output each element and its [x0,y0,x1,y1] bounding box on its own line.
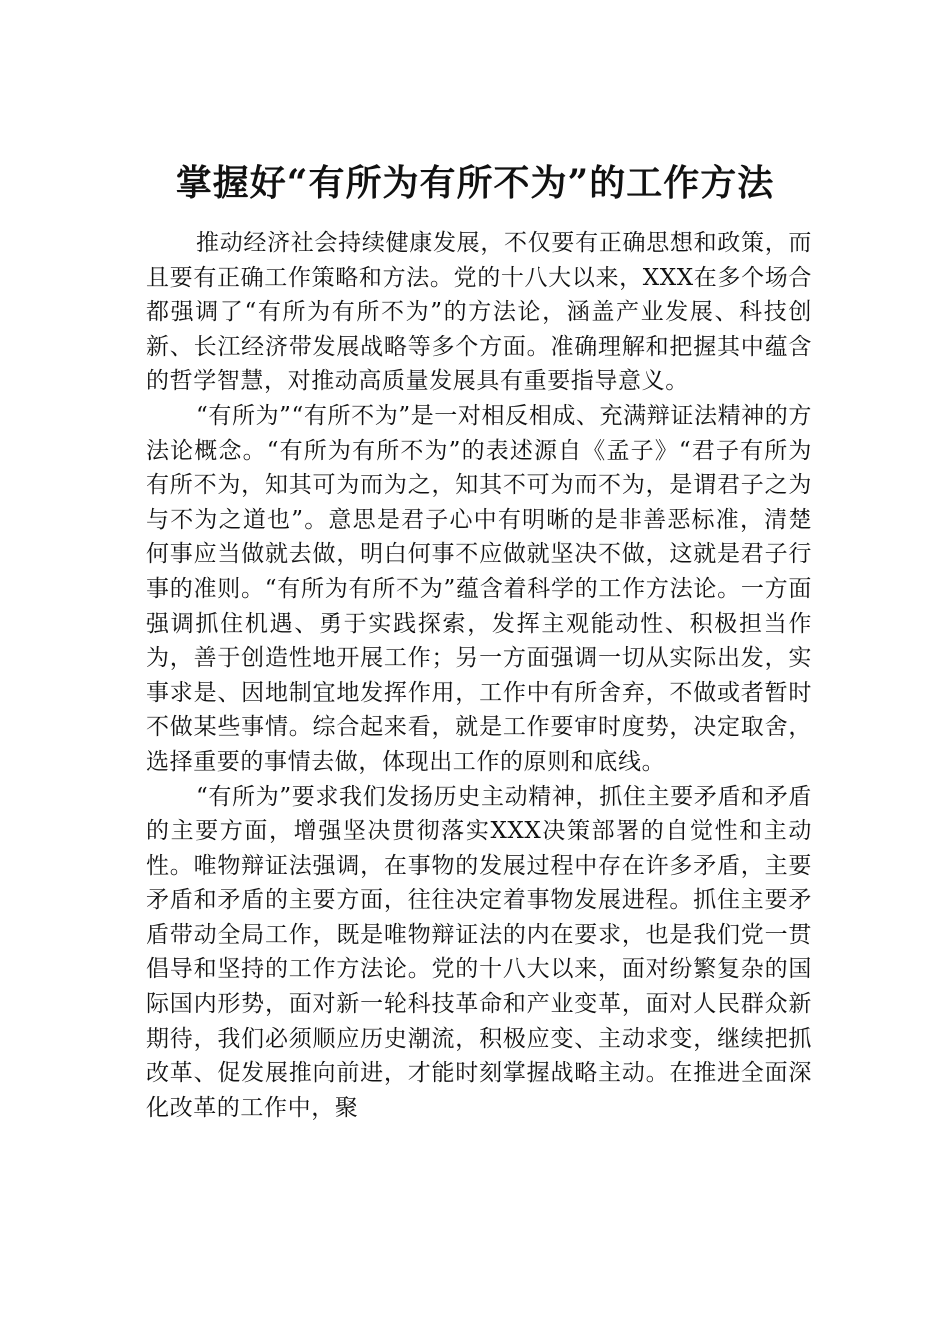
paragraph-3: “有所为”要求我们发扬历史主动精神，抓住主要矛盾和矛盾的主要方面，增强坚决贯彻落实XXX决策部署的自觉性和主动性。唯物辩证法强调，在事物的发展过程中存在许多矛盾，主要矛盾和矛盾的主要方面，往往决定着事物发展进程。抓住主要矛盾带动全局工作，既是唯物辩证法的内在要求，也是我们党一贯倡导和坚持的工作方法论。党的十八大以来，面对纷繁复杂的国际国内形势，面对新一轮科技革命和产业变革，面对人民群众新期待，我们必须顺应历史潮流，积极应变、主动求变，继续把抓改革、促发展推向前进，才能时刻掌握战略主动。在推进全面深化改革的工作中，聚 [146,783,812,1121]
document-title: 掌握好“有所为有所不为”的工作方法 [175,162,775,204]
document-body [146,226,812,1125]
paragraph-2: “有所为”“有所不为”是一对相反相成、充满辩证法精神的方法论概念。“有所为有所不为”的表述源自《孟子》“君子有所为有所不为，知其可为而为之，知其不可为而不为，是谓君子之为与不为之道也”。意思是君子心中有明晰的是非善恶标准，清楚何事应当做就去做，明白何事不应做就坚决不做，这就是君子行事的准则。“有所为有所不为”蕴含着科学的工作方法论。一方面强调抓住机遇、勇于实践探索，发挥主观能动性、积极担当作为，善于创造性地开展工作；另一方面强调一切从实际出发，实事求是、因地制宜地发挥作用，工作中有所舍弃，不做或者暂时不做某些事情。综合起来看，就是工作要审时度势，决定取舍，选择重要的事情去做，体现出工作的原则和底线。 [146,402,812,775]
paragraph-1: 推动经济社会持续健康发展，不仅要有正确思想和政策，而且要有正确工作策略和方法。党的十八大以来，XXX在多个场合都强调了“有所为有所不为”的方法论，涵盖产业发展、科技创新、长江经济带发展战略等多个方面。准确理解和把握其中蕴含的哲学智慧，对推动高质量发展具有重要指导意义。 [146,230,812,395]
